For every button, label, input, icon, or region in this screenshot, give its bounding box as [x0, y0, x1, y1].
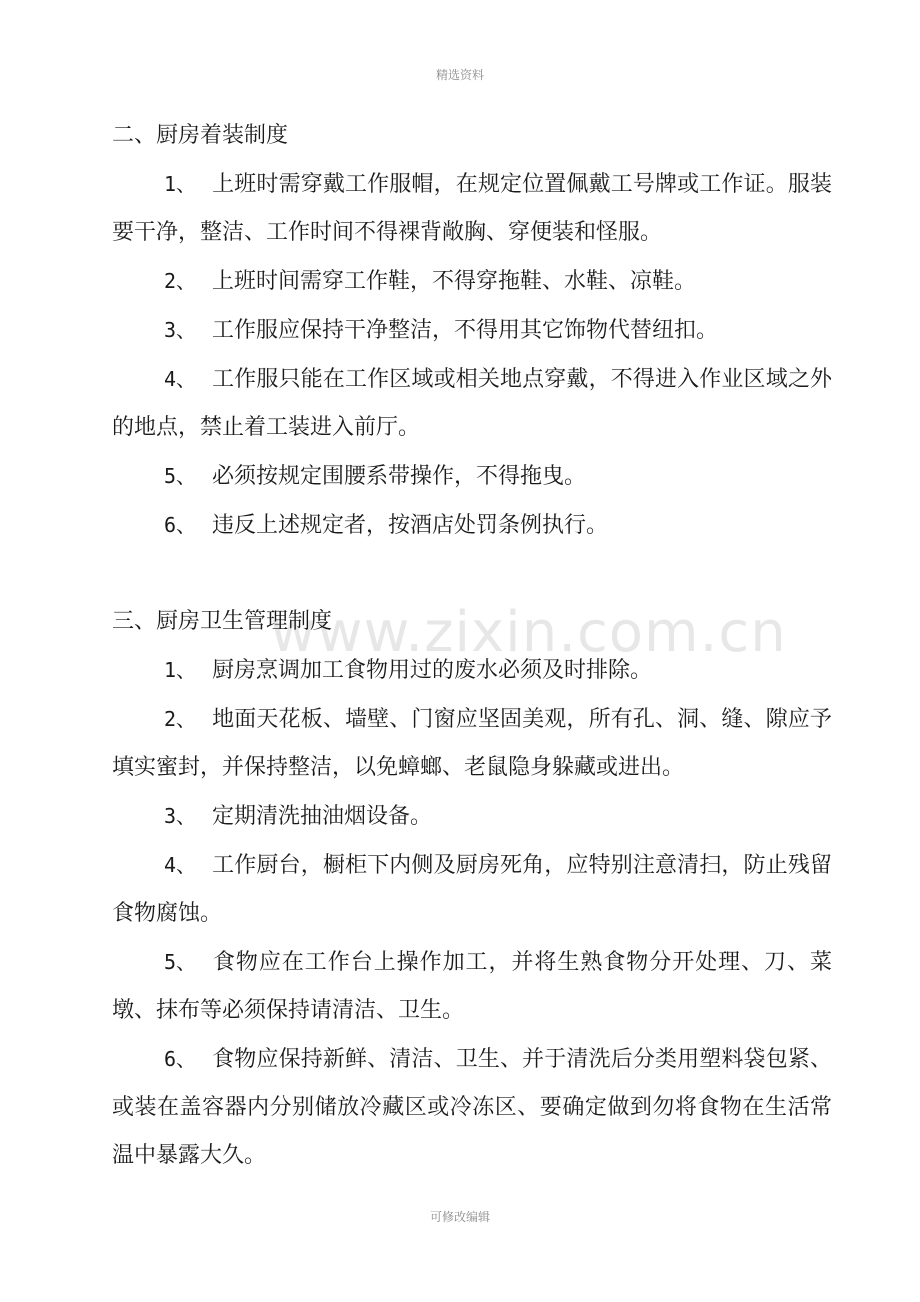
list-item: 2、 上班时间需穿工作鞋，不得穿拖鞋、水鞋、凉鞋。 — [164, 269, 697, 294]
list-item: 4、 工作厨台，橱柜下内侧及厨房死角，应特别注意清扫，防止残留食物腐蚀。 — [112, 853, 832, 926]
list-item: 1、 上班时需穿戴工作服帽，在规定位置佩戴工号牌或工作证。服装要干净，整洁、工作时间不得裸背敞胸、穿便装和怪服。 — [112, 172, 832, 245]
section-title-attire: 二、厨房着装制度 — [112, 123, 289, 148]
page-footer-note: 可修改编辑 — [429, 1210, 490, 1224]
list-item: 2、 地面天花板、墙壁、门窗应坚固美观，所有孔、洞、缝、隙应予填实蜜封，并保持整洁，以免蟑螂、老鼠隐身躲藏或进出。 — [112, 707, 832, 780]
list-item: 4、 工作服只能在工作区域或相关地点穿戴，不得进入作业区域之外的地点，禁止着工装进入前厅。 — [112, 367, 832, 440]
list-item: 3、 工作服应保持干净整洁，不得用其它饰物代替纽扣。 — [164, 318, 719, 343]
list-item: 6、 违反上述规定者，按酒店处罚条例执行。 — [164, 513, 609, 538]
section-spacer — [112, 550, 832, 598]
list-item: 5、 食物应在工作台上操作加工，并将生熟食物分开处理、刀、菜墩、抹布等必须保持请清洁、卫生。 — [112, 950, 832, 1023]
document-body — [112, 112, 832, 1180]
list-item: 3、 定期清洗抽油烟设备。 — [164, 804, 433, 829]
watermark: www.zixin.com.cn — [270, 600, 787, 665]
section-title-hygiene: 三、厨房卫生管理制度 — [112, 609, 333, 634]
list-item: 5、 必须按规定围腰系带操作，不得拖曳。 — [164, 464, 587, 489]
list-item: 6、 食物应保持新鲜、清洁、卫生、并于清洗后分类用塑料袋包紧、或装在盖容器内分别储放冷藏区或冷冻区、要确定做到勿将食物在生活常温中暴露大久。 — [112, 1047, 832, 1168]
page-header-note: 精选资料 — [435, 68, 484, 82]
list-item: 1、 厨房烹调加工食物用过的废水必须及时排除。 — [164, 658, 653, 683]
